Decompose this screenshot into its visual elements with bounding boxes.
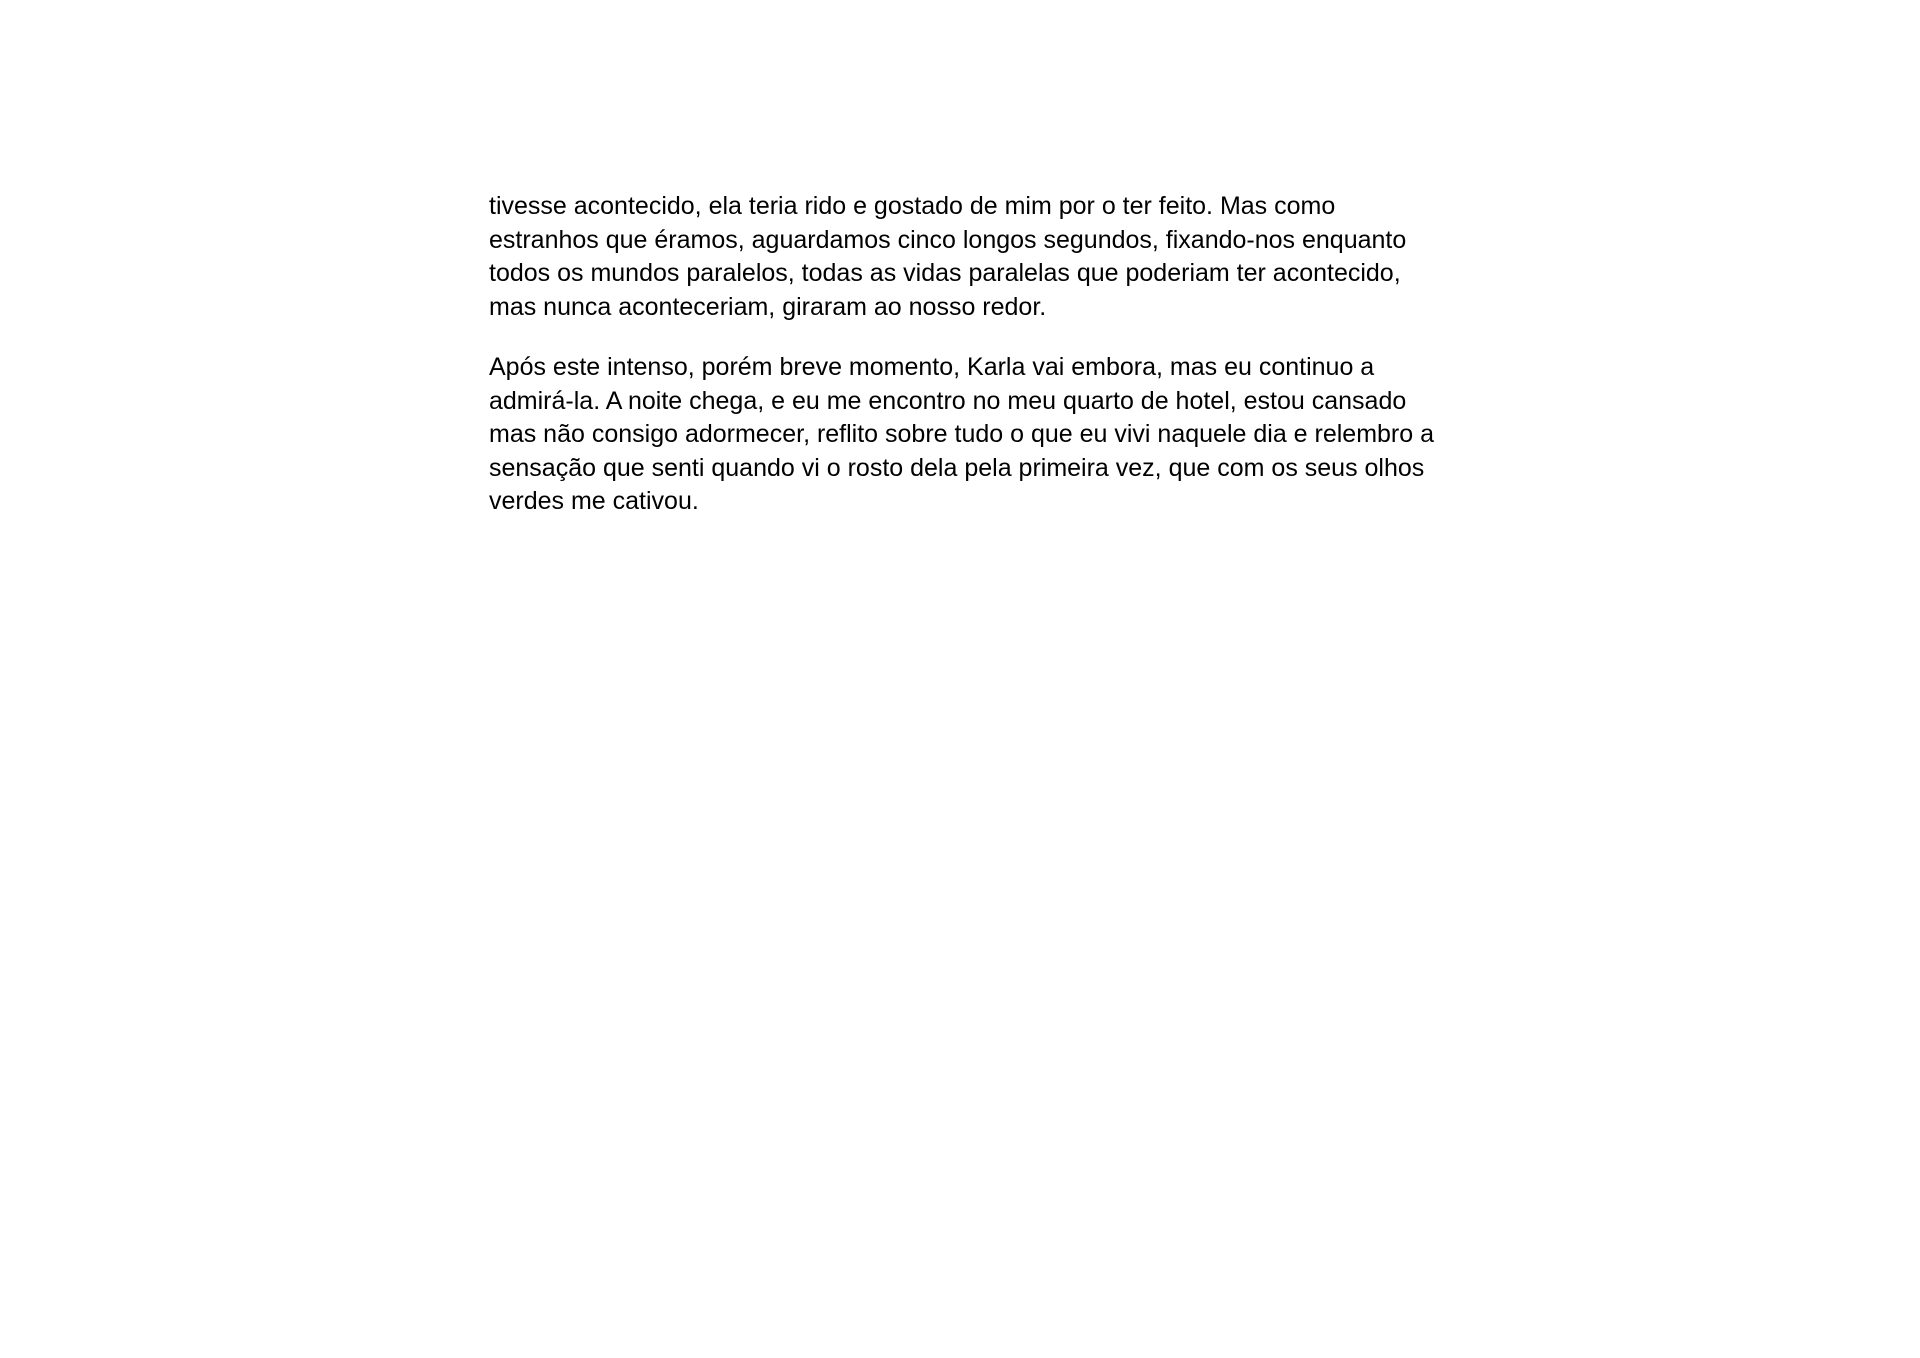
text-line: mas não consigo adormecer, reflito sobre tudo o que eu vivi naquele dia e relembro a bbox=[489, 420, 1435, 448]
text-line: admirá-la. A noite chega, e eu me encontro no meu quarto de hotel, estou cansado bbox=[489, 386, 1407, 415]
text-line: Após este intenso, porém breve momento, Karla vai embora, mas eu continuo a bbox=[489, 353, 1375, 381]
text-line: sensação que senti quando vi o rosto dela pela primeira vez, que com os seus olhos bbox=[489, 453, 1425, 482]
body-text bbox=[489, 190, 1499, 519]
text-line: tivesse acontecido, ela teria rido e gostado de mim por o ter feito. Mas como bbox=[489, 192, 1336, 220]
paragraph-2 bbox=[489, 351, 1499, 519]
text-line: estranhos que éramos, aguardamos cinco longos segundos, fixando-nos enquanto bbox=[489, 225, 1407, 254]
text-line: verdes me cativou. bbox=[489, 487, 699, 515]
paragraph-1 bbox=[489, 190, 1499, 324]
text-line: mas nunca aconteceriam, giraram ao nosso redor. bbox=[489, 292, 1047, 321]
text-line: todos os mundos paralelos, todas as vidas paralelas que poderiam ter acontecido, bbox=[489, 259, 1401, 287]
